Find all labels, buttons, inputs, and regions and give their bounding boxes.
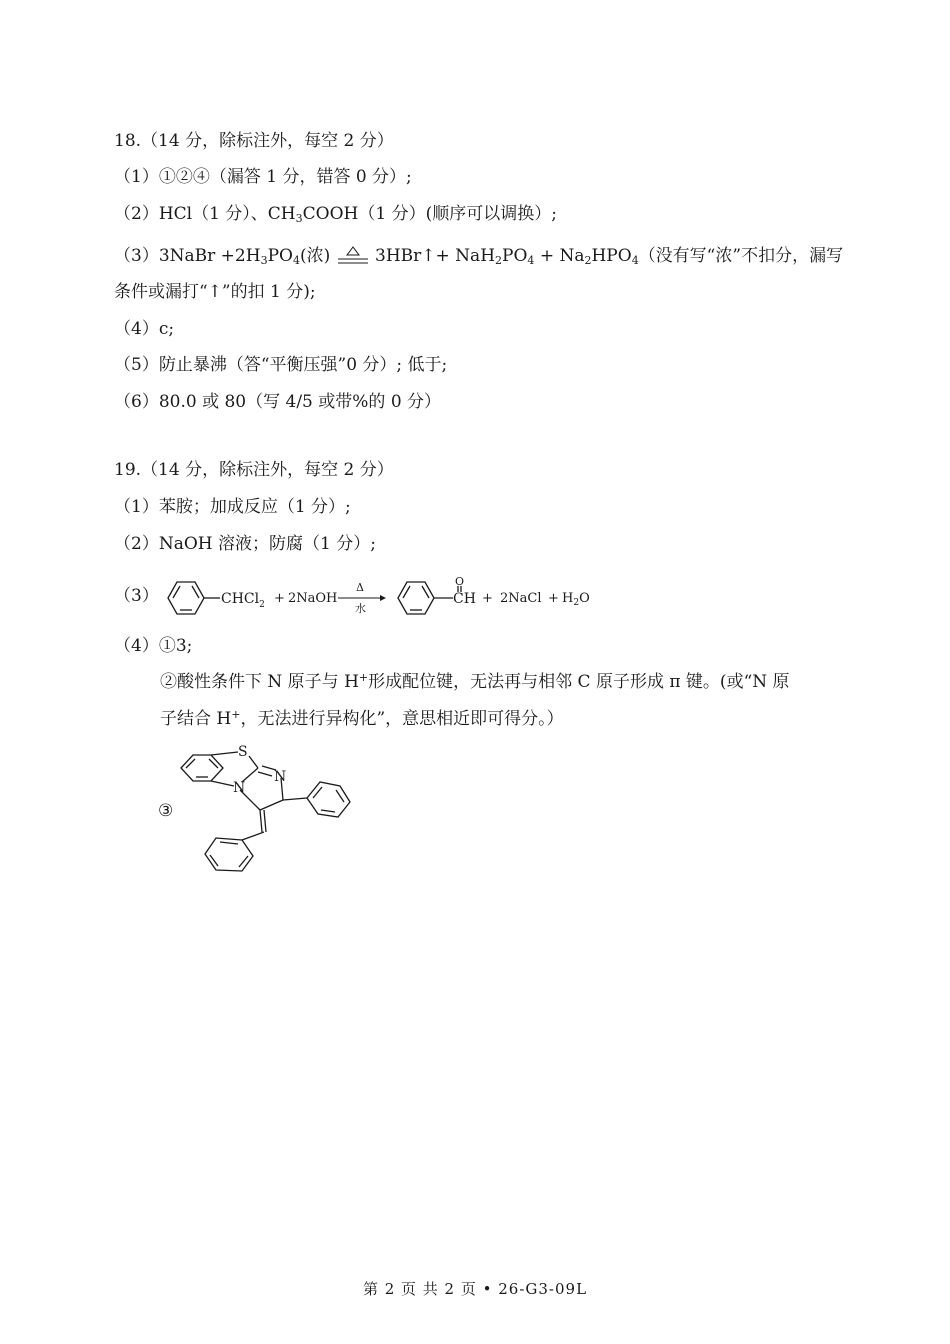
q18-a3-sub: 4 — [292, 254, 300, 267]
q19-a4-2-sup: + — [231, 708, 241, 721]
benzal-chloride-hydrolysis-equation — [114, 574, 634, 618]
benzene-ring-product — [398, 582, 461, 614]
page-footer: 第 2 页 共 2 页 • 26-G3-09L — [362, 1280, 588, 1298]
reactant-group: CHCl — [221, 591, 260, 607]
sulfur-atom: S — [238, 744, 248, 760]
q18-answer-6: （6）80.0 或 80（写 4/5 或带%的 0 分） — [114, 392, 442, 412]
water-h: H — [562, 591, 574, 606]
q18-answer-2 — [114, 203, 557, 225]
nacl-product: 2NaCl — [500, 591, 542, 606]
q19-answer-2: （2）NaOH 溶液；防腐（1 分）; — [114, 534, 376, 554]
naoh-reagent: 2NaOH — [288, 591, 338, 606]
q19-a4-2-part: 形成配位键，无法再与相邻 C 原子形成 π 键。(或“N 原 — [368, 672, 790, 692]
q18-a3-sub: 2 — [495, 254, 503, 267]
nitrogen-atom-bridge: N — [233, 780, 246, 796]
q18-answer-3-line2: 条件或漏打“↑”的扣 1 分); — [114, 282, 316, 302]
heat-equals-icon — [336, 246, 370, 268]
q18-a3-sub: 2 — [584, 254, 592, 267]
q19-a3-label: （3） — [114, 586, 159, 606]
condition-heat: Δ — [356, 581, 364, 594]
benzene-ring-reactant — [168, 582, 220, 614]
fused-ring-system — [181, 752, 350, 871]
q18-answer-3 — [114, 245, 843, 268]
reactant-sub: 2 — [259, 600, 265, 610]
q19-a4-2-part: ②酸性条件下 N 原子与 H — [160, 672, 359, 692]
q18-answer-4: （4）c; — [114, 319, 175, 339]
q18-a2-post: COOH（1 分）(顺序可以调换）; — [302, 204, 557, 224]
q19-a4-2-part: 子结合 H — [160, 709, 232, 729]
svg-text:CHCl2 — [221, 591, 265, 610]
imidazobenzothiazole-structure — [150, 734, 380, 884]
q19-a4-2-part: ，无法进行异构化”，意思相近即可得分。） — [240, 709, 564, 729]
q18-a3-part: （没有写“浓”不扣分，漏写 — [638, 246, 844, 266]
q18-a3-part: （3）3NaBr +2H — [114, 246, 261, 266]
q18-a3-part: (浓) — [299, 246, 331, 266]
q18-a3-part: PO — [267, 246, 293, 266]
q19-answer-4-2-line2 — [160, 708, 564, 730]
reaction-arrow-icon — [338, 595, 386, 601]
nitrogen-atom-imine: N — [274, 769, 287, 785]
q18-a3-part: HPO — [591, 246, 632, 266]
product-oxygen: O — [455, 575, 465, 588]
q19-a4-3-label: ③ — [158, 801, 174, 821]
q18-answer-1: （1）①②④（漏答 1 分，错答 0 分）; — [114, 167, 412, 187]
q18-a2-pre: （2）HCl（1 分）、CH — [114, 204, 296, 224]
plus-sign: + — [274, 591, 285, 606]
q18-a3-sub: 4 — [527, 254, 535, 267]
q18-a3-part: PO — [502, 246, 528, 266]
q18-a3-part: 3HBr↑+ NaH — [375, 246, 496, 266]
condition-water: 水 — [355, 602, 366, 615]
q19-a4-2-sup: + — [358, 671, 369, 684]
q18-header: 18.（14 分，除标注外，每空 2 分） — [114, 131, 394, 151]
q18-a3-sub: 4 — [631, 254, 639, 267]
q18-a2-sub: 3 — [295, 212, 303, 225]
water-sub: 2 — [573, 598, 580, 608]
q19-answer-1: （1）苯胺；加成反应（1 分）; — [114, 497, 351, 517]
plus-sign: + — [548, 591, 559, 606]
plus-sign: + — [482, 591, 493, 606]
q19-header: 19.（14 分，除标注外，每空 2 分） — [114, 460, 394, 480]
q18-a3-sub: 3 — [260, 254, 268, 267]
q19-answer-4-2 — [160, 671, 790, 693]
water-o: O — [579, 591, 590, 606]
q18-a3-part: + Na — [534, 246, 585, 266]
product-group: CH — [453, 591, 476, 607]
q18-answer-5: （5）防止暴沸（答“平衡压强”0 分）; 低于; — [114, 355, 448, 375]
q19-answer-4-1: （4）①3; — [114, 636, 193, 656]
svg-text:H2O — [562, 591, 590, 608]
